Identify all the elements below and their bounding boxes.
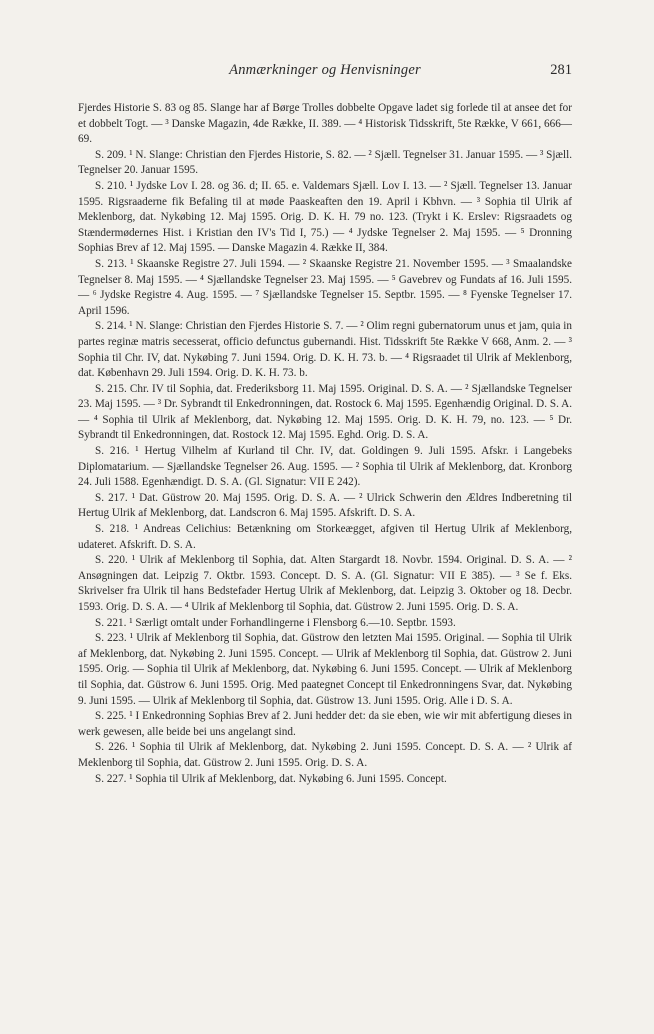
note-paragraph: S. 216. ¹ Hertug Vilhelm af Kurland til Chr. IV, dat. Goldingen 9. Juli 1595. Afskr. i Langebeks Diplomatarium. — Sjællandske Tegnelser 26. Aug. 1595. — ² Sophia til Ulrik af Meklenborg, dat. Kronborg 24. Juli 1588. Egenhændigt. D. S. A. (Gl. Signatur: VII E 242). [78,445,572,489]
note-paragraph: S. 220. ¹ Ulrik af Meklenborg til Sophia, dat. Alten Stargardt 18. Novbr. 1594. Original. D. S. A. — ² Ansøgningen dat. Leipzig 7. Oktbr. 1593. Concept. D. S. A. (Gl. Signatur: VII E 385). — ³ Se f. Eks. Skrivelser fra Ulrik til hans Bedstefader Hertug Ulrik af Meklenborg, dat. Leipzig 3. Oktober og 18. Decbr. 1593. Orig. D. S. A. — ⁴ Ulrik af Meklenborg til Sophia, dat. Güstrow 2. Juni 1595. Orig. D. S. A. [78,554,572,613]
note-paragraph: S. 225. ¹ I Enkedronning Sophias Brev af 2. Juni hedder det: da sie eben, wie wir mit abfertigung dieses in werk gewesen, alle beide bei uns angelangt sind. [78,710,572,738]
note-paragraph: S. 209. ¹ N. Slange: Christian den Fjerdes Historie, S. 82. — ² Sjæll. Tegnelser 31. Januar 1595. — ³ Sjæll. Tegnelser 20. Januar 1595. [78,148,572,177]
note-paragraph: S. 226. ¹ Sophia til Ulrik af Meklenborg, dat. Nykøbing 2. Juni 1595. Concept. D. S. A. — ² Ulrik af Meklenborg til Sophia, dat. Güstrow 2. Juni 1595. Orig. D. S. A. [78,741,572,769]
note-paragraph: S. 215. Chr. IV til Sophia, dat. Frederiksborg 11. Maj 1595. Original. D. S. A. — ² Sjællandske Tegnelser 23. Maj 1595. — ³ Dr. Sybrandt til Enkedronningen, dat. Rostock 6. Maj 1595. Egenhændig Original. D. S. A. — ⁴ Sophia til Ulrik af Meklenborg, dat. Nykøbing 12. Maj 1595. Orig. D. K. H. 79, no. 123. — ⁵ Dr. Sybrandt til Enkedronningen, dat. Rostock 12. Maj 1595. Eghd. Orig. D. S. A. [78,382,572,442]
note-paragraph: S. 221. ¹ Særligt omtalt under Forhandlingerne i Flensborg 6.—10. Septbr. 1593. [95,616,456,629]
notes-body [78,101,572,787]
note-paragraph: S. 218. ¹ Andreas Celichius: Betænkning om Storkeægget, afgiven til Hertug Ulrik af Meklenborg, udateret. Afskrift. D. S. A. [78,523,572,551]
page-title: Anmærkninger og Henvisninger [229,62,421,78]
note-paragraph: S. 223. ¹ Ulrik af Meklenborg til Sophia, dat. Güstrow den letzten Mai 1595. Original. — Sophia til Ulrik af Meklenborg, dat. Nykøbing 2. Juni 1595. Concept. — Ulrik af Meklenborg til Sophia, dat. Güstrow 2. Juni 1595. Orig. — Sophia til Ulrik af Meklenborg, dat. Nykøbing 6. Juni 1595. Concept. — Ulrik af Meklenborg til Sophia, dat. Güstrow 6. Juni 1595. Orig. Med paategnet Concept til Enkedronningens Svar, dat. Nykøbing 9. Juni 1595. — Ulrik af Meklenborg til Sophia, dat. Güstrow 13. Juni 1595. Orig. Alle i D. S. A. [78,632,572,707]
note-paragraph: S. 217. ¹ Dat. Güstrow 20. Maj 1595. Orig. D. S. A. — ² Ulrick Schwerin den Ældres Indberetning til Hertug Ulrik af Meklenborg, dat. Landscron 6. Maj 1595. Afskrift. D. S. A. [78,491,572,520]
running-header [78,62,572,80]
page-number: 281 [550,62,572,78]
note-paragraph: Fjerdes Historie S. 83 og 85. Slange har af Børge Trolles dobbelte Opgave ladet sig forlede til at ansee det for et dobbelt Togt. — ³ Danske Magazin, 4de Række, II. 389. — ⁴ Historisk Tidsskrift, 5te Række, V 661, 666—69. [78,102,572,146]
note-paragraph: S. 213. ¹ Skaanske Registre 27. Juli 1594. — ² Skaanske Registre 21. November 1595. — ³ Smaalandske Tegnelser 8. Maj 1595. — ⁴ Sjællandske Tegnelser 23. Maj 1595. — ⁵ Gavebrev og Fundats af 16. Juli 1595. — ⁶ Jydske Registre 4. Aug. 1595. — ⁷ Sjællandske Tegnelser 15. Septbr. 1595. — ⁸ Fyenske Tegnelser 17. April 1596. [78,257,572,317]
note-paragraph: S. 227. ¹ Sophia til Ulrik af Meklenborg, dat. Nykøbing 6. Juni 1595. Concept. [95,772,447,785]
note-paragraph: S. 214. ¹ N. Slange: Christian den Fjerdes Historie S. 7. — ² Olim regni gubernatorum unus et jam, quia in partes reginæ matris secesserat, officio defunctus gubernandi. Hist. Tidsskrift 5te Række V 668, Anm. 2. — ³ Sophia til Chr. IV, dat. Nykøbing 7. Juni 1594. Orig. D. K. H. 73. b. — ⁴ Rigsraadet til Ulrik af Meklenborg, dat. København 29. Juli 1594. Orig. D. K. H. 73. b. [78,320,572,380]
note-paragraph: S. 210. ¹ Jydske Lov I. 28. og 36. d; II. 65. e. Valdemars Sjæll. Lov I. 13. — ² Sjæll. Tegnelser 13. Januar 1595. Rigsraaderne fik Befaling til at møde Paaskeaften den 19. April i Kbhvn. — ³ Sophia til Ulrik af Meklenborg, dat. Nykøbing 12. Maj 1595. Orig. D. K. H. 79 no. 123. (Trykt i K. Erslev: Rigsraadets og Stændermødernes Hist. i Kristian den IV's Tid I, 75.) — ⁴ Jydske Tegnelser 2. Maj 1595. — ⁵ Dronning Sophias Brev af 12. Maj 1595. — Danske Magazin 4. Række II, 384. [78,179,572,255]
